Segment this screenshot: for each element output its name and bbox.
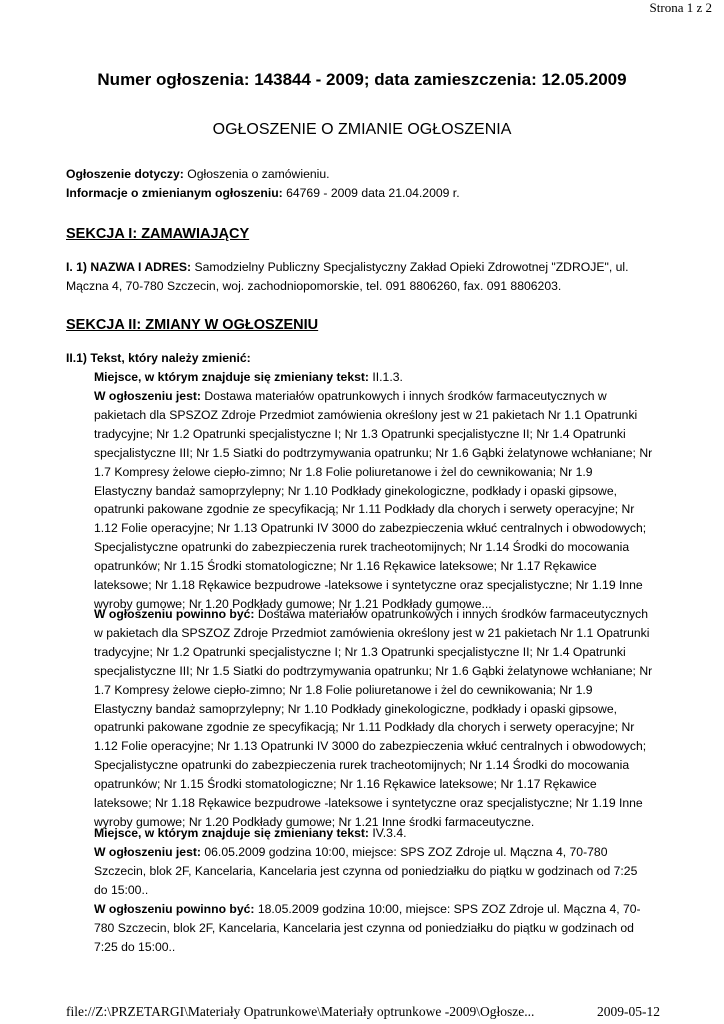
section-heading-2: SEKCJA II: ZMIANY W OGŁOSZENIU	[66, 317, 319, 333]
change-current-label: W ogłoszeniu jest:	[94, 845, 201, 859]
change-current-text	[94, 387, 654, 614]
change-place	[94, 368, 666, 387]
change-place-label: Miejsce, w którym znajduje się zmieniany tekst:	[94, 826, 369, 840]
change-new-value: 18.05.2009 godzina 10:00, miejsce: SPS ZOZ Zdroje ul. Mączna 4, 70-780 Szczecin, blok 2F, Kancelaria, Kancelaria jest czynna od poniedziałku do piątku w godzinach od 7:25 do 15:00..	[94, 902, 641, 954]
contracting-authority-value: Samodzielny Publiczny Specjalistyczny Zakład Opieki Zdrowotnej "ZDROJE", ul. Mączna 4, 70-780 Szczecin, woj. zachodniopomorskie, tel. 091 8806260, fax. 091 8806203.	[66, 260, 629, 293]
page-subtitle: OGŁOSZENIE O ZMIANIE OGŁOSZENIA	[212, 121, 512, 138]
change-place	[94, 824, 666, 843]
footer-date: 2009-05-12	[597, 1004, 660, 1019]
page-number: Strona 1 z 2	[649, 0, 712, 15]
change-current-value: 06.05.2009 godzina 10:00, miejsce: SPS ZOZ Zdroje ul. Mączna 4, 70-780 Szczecin, blok 2F, Kancelaria, Kancelaria jest czynna od poniedziałku do piątku w godzinach od 7:25 do 15:00..	[94, 845, 638, 897]
contracting-authority	[66, 258, 656, 296]
page-title: Numer ogłoszenia: 143844 - 2009; data zamieszczenia: 12.05.2009	[97, 70, 627, 89]
contracting-authority-label: I. 1) NAZWA I ADRES:	[66, 260, 192, 274]
change-new-value: Dostawa materiałów opatrunkowych i innych środków farmaceutycznych w pakietach dla SPSZOZ Zdroje Przedmiot zamówienia określony jest w 21 pakietach Nr 1.1 Opatrunki tradycyjne; Nr 1.2 Opatrunki specjalistyczne I; Nr 1.3 Opatrunki specjalistyczne II; Nr 1.4 Opatrunki specjalistyczne III; Nr 1.5 Siatki do podtrzymywania opatrunku; Nr 1.6 Gąbki żelatynowe wchłaniane; Nr 1.7 Kompresy żelowe ciepło-zimno; Nr 1.8 Folie poliuretanowe i żel do cewnikowania; Nr 1.9 Elastyczny bandaż samoprzylepny; Nr 1.10 Podkłady ginekologiczne, podkłady i opaski gipsowe, opatrunki pakowane zgodnie ze specyfikacją; Nr 1.11 Podkłady dla chorych i serwety operacyjne; Nr 1.12 Folie operacyjne; Nr 1.13 Opatrunki IV 3000 do zabezpieczenia wkłuć centralnych i obwodowych; Specjalistyczne opatrunki do zabezpieczenia rurek tracheotomijnych; Nr 1.14 Środki do mocowania opatrunków; Nr 1.15 Środki stomatologiczne; Nr 1.16 Rękawice lateksowe; Nr 1.17 Rękawice lateksowe; Nr 1.18 Rękawice bezpudrowe -lateksowe i syntetyczne oraz specjalistyczne; Nr 1.19 Inne wyroby gumowe; Nr 1.20 Podkłady gumowe; Nr 1.21 Inne środki farmaceutyczne.	[94, 607, 653, 829]
change-new-label: W ogłoszeniu powinno być:	[94, 902, 255, 916]
change-place-label: Miejsce, w którym znajduje się zmieniany tekst:	[94, 370, 369, 384]
notice-concerns	[66, 165, 666, 184]
change-new-text	[94, 605, 654, 832]
notice-concerns-value: Ogłoszenia o zamówieniu.	[187, 167, 330, 181]
notice-concerns-label: Ogłoszenie dotyczy:	[66, 167, 184, 181]
change-new-label: W ogłoszeniu powinno być:	[94, 607, 255, 621]
change-current-value: Dostawa materiałów opatrunkowych i innych środków farmaceutycznych w pakietach dla SPSZOZ Zdroje Przedmiot zamówienia określony jest w 21 pakietach Nr 1.1 Opatrunki tradycyjne; Nr 1.2 Opatrunki specjalistyczne I; Nr 1.3 Opatrunki specjalistyczne II; Nr 1.4 Opatrunki specjalistyczne III; Nr 1.5 Siatki do podtrzymywania opatrunku; Nr 1.6 Gąbki żelatynowe wchłaniane; Nr 1.7 Kompresy żelowe ciepło-zimno; Nr 1.8 Folie poliuretanowe i żel do cewnikowania; Nr 1.9 Elastyczny bandaż samoprzylepny; Nr 1.10 Podkłady ginekologiczne, podkłady i opaski gipsowe, opatrunki pakowane zgodnie ze specyfikacją; Nr 1.11 Podkłady dla chorych i serwety operacyjne; Nr 1.12 Folie operacyjne; Nr 1.13 Opatrunki IV 3000 do zabezpieczenia wkłuć centralnych i obwodowych; Specjalistyczne opatrunki do zabezpieczenia rurek tracheotomijnych; Nr 1.14 Środki do mocowania opatrunków; Nr 1.15 Środki stomatologiczne; Nr 1.16 Rękawice lateksowe; Nr 1.17 Rękawice lateksowe; Nr 1.18 Rękawice bezpudrowe -lateksowe i syntetyczne oraz specjalistyczne; Nr 1.19 Inne wyroby gumowe; Nr 1.20 Podkłady gumowe; Nr 1.21 Podkłady gumowe...	[94, 389, 653, 611]
section-heading-1: SEKCJA I: ZAMAWIAJĄCY	[66, 226, 250, 242]
footer-file-path: file://Z:\PRZETARGI\Materiały Opatrunkowe\Materiały optrunkowe -2009\Ogłosze...	[66, 1004, 535, 1019]
change-place-value: II.1.3.	[372, 370, 403, 384]
change-current-label: W ogłoszeniu jest:	[94, 389, 201, 403]
change-new-text	[94, 900, 654, 957]
changed-notice-info-value: 64769 - 2009 data 21.04.2009 r.	[286, 186, 460, 200]
changed-notice-info	[66, 184, 666, 203]
change-current-text	[94, 843, 654, 900]
changed-notice-info-label: Informacje o zmienianym ogłoszeniu:	[66, 186, 283, 200]
change-place-value: IV.3.4.	[372, 826, 407, 840]
text-to-change-label: II.1) Tekst, który należy zmienić:	[66, 351, 251, 365]
